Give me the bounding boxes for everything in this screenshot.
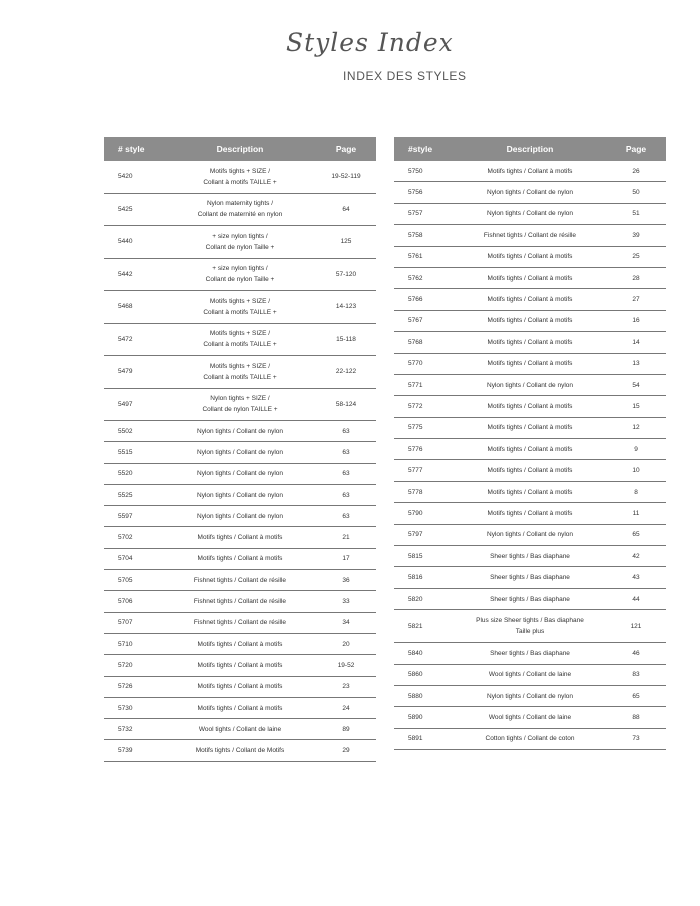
- table-row: [394, 567, 666, 588]
- style-number: 5860: [394, 664, 454, 685]
- table-row: [394, 664, 666, 685]
- description-cell: [454, 546, 606, 567]
- page-number: 36: [316, 570, 376, 591]
- page-number: 121: [606, 610, 666, 643]
- description-cell: [164, 484, 316, 505]
- table-row: [104, 676, 376, 697]
- description-line: Collant à motifs TAILLE +: [203, 178, 277, 186]
- description-cell: [164, 655, 316, 676]
- description-cell: [164, 323, 316, 356]
- table-row: [104, 612, 376, 633]
- style-number: 5442: [104, 258, 164, 291]
- description-line: Motifs tights + SIZE /: [209, 297, 271, 305]
- table-row: [104, 740, 376, 761]
- description-line: Motifs tights / Collant à motifs: [487, 296, 573, 304]
- page-number: 22-122: [316, 356, 376, 389]
- style-number: 5770: [394, 353, 454, 374]
- style-number: 5730: [104, 697, 164, 718]
- style-number: 5472: [104, 323, 164, 356]
- description-cell: [454, 588, 606, 609]
- description-line: Nylon tights / Collant de nylon: [197, 448, 283, 456]
- table-row: [394, 588, 666, 609]
- style-number: 5820: [394, 588, 454, 609]
- style-number: 5726: [104, 676, 164, 697]
- page-number: 57-120: [316, 258, 376, 291]
- page-number: 9: [606, 439, 666, 460]
- style-number: 5732: [104, 719, 164, 740]
- page-number: 46: [606, 643, 666, 664]
- table-row: [394, 332, 666, 353]
- description-line: Motifs tights + SIZE /: [209, 330, 271, 338]
- description-line: Motifs tights / Collant à motifs: [487, 509, 573, 517]
- table-row: [394, 182, 666, 203]
- page-number: 8: [606, 481, 666, 502]
- table-row: [104, 655, 376, 676]
- table-row: [394, 310, 666, 331]
- table-body: [104, 161, 376, 761]
- table-row: [394, 503, 666, 524]
- page-number: 88: [606, 707, 666, 728]
- table-row: [394, 643, 666, 664]
- description-cell: [164, 421, 316, 442]
- table-row: [394, 460, 666, 481]
- table-row: [394, 267, 666, 288]
- description-line: Motifs tights + SIZE /: [209, 362, 271, 370]
- style-number: 5756: [394, 182, 454, 203]
- description-line: + size nylon tights /: [212, 232, 268, 240]
- description-cell: [164, 226, 316, 259]
- table-row: [394, 417, 666, 438]
- page-number: 29: [316, 740, 376, 761]
- style-number: 5766: [394, 289, 454, 310]
- description-line: Fishnet tights / Collant de résille: [193, 598, 287, 606]
- description-line: Motifs tights / Collant à motifs: [487, 253, 573, 261]
- description-cell: [164, 740, 316, 761]
- style-number: 5767: [394, 310, 454, 331]
- table-row: [104, 193, 376, 226]
- description-cell: [454, 728, 606, 749]
- style-number: 5776: [394, 439, 454, 460]
- description-line: Nylon tights / Collant de nylon: [197, 512, 283, 520]
- description-cell: [164, 161, 316, 193]
- page-number: 34: [316, 612, 376, 633]
- description-line: Sheer tights / Bas diaphane: [490, 552, 570, 560]
- style-number: 5710: [104, 633, 164, 654]
- style-number: 5775: [394, 417, 454, 438]
- description-line: Motifs tights / Collant de Motifs: [195, 747, 285, 755]
- page-number: 14-123: [316, 291, 376, 324]
- style-number: 5515: [104, 442, 164, 463]
- table-header: [104, 137, 376, 161]
- page-number: 13: [606, 353, 666, 374]
- description-line: Motifs tights + SIZE /: [209, 167, 271, 175]
- table-row: [394, 481, 666, 502]
- description-cell: [164, 506, 316, 527]
- description-cell: [454, 246, 606, 267]
- style-number: 5758: [394, 225, 454, 246]
- table-row: [104, 591, 376, 612]
- description-cell: [164, 697, 316, 718]
- page-number: 63: [316, 442, 376, 463]
- description-line: Sheer tights / Bas diaphane: [490, 595, 570, 603]
- page-number: 63: [316, 506, 376, 527]
- description-line: Taille plus: [515, 628, 545, 636]
- description-line: Motifs tights / Collant à motifs: [197, 555, 283, 563]
- style-number: 5880: [394, 685, 454, 706]
- description-line: Motifs tights / Collant à motifs: [487, 467, 573, 475]
- table-row: [394, 396, 666, 417]
- description-line: Motifs tights / Collant à motifs: [197, 661, 283, 669]
- table-row: [104, 161, 376, 193]
- table-header: [394, 137, 666, 161]
- description-line: Collant à motifs TAILLE +: [203, 373, 277, 381]
- page-number: 63: [316, 421, 376, 442]
- description-line: Nylon tights / Collant de nylon: [197, 491, 283, 499]
- description-cell: [454, 481, 606, 502]
- description-cell: [164, 591, 316, 612]
- style-number: 5891: [394, 728, 454, 749]
- style-number: 5704: [104, 548, 164, 569]
- style-number: 5750: [394, 161, 454, 182]
- table-row: [104, 570, 376, 591]
- column-header-style: #style: [394, 137, 454, 161]
- page-number: 42: [606, 546, 666, 567]
- description-line: Motifs tights / Collant à motifs: [487, 360, 573, 368]
- table-row: [104, 527, 376, 548]
- description-line: Fishnet tights / Collant de résille: [483, 231, 577, 239]
- table-row: [104, 226, 376, 259]
- description-line: Collant de maternité en nylon: [197, 211, 283, 219]
- page-number: 14: [606, 332, 666, 353]
- table-row: [394, 546, 666, 567]
- table-row: [394, 707, 666, 728]
- description-line: Collant de nylon TAILLE +: [202, 406, 278, 414]
- page-number: 12: [606, 417, 666, 438]
- description-cell: [454, 225, 606, 246]
- description-line: Motifs tights / Collant à motifs: [197, 640, 283, 648]
- description-line: Nylon tights / Collant de nylon: [487, 531, 573, 539]
- style-number: 5420: [104, 161, 164, 193]
- description-line: + size nylon tights /: [212, 265, 268, 273]
- page-number: 50: [606, 182, 666, 203]
- description-cell: [454, 182, 606, 203]
- table-row: [104, 463, 376, 484]
- page-number: 23: [316, 676, 376, 697]
- style-number: 5479: [104, 356, 164, 389]
- style-number: 5816: [394, 567, 454, 588]
- page-number: 63: [316, 463, 376, 484]
- table-row: [104, 323, 376, 356]
- description-line: Motifs tights / Collant à motifs: [487, 338, 573, 346]
- page-number: 65: [606, 685, 666, 706]
- description-cell: [164, 527, 316, 548]
- style-number: 5705: [104, 570, 164, 591]
- table-row: [394, 610, 666, 643]
- description-line: Cotton tights / Collant de coton: [485, 735, 575, 743]
- description-line: Motifs tights / Collant à motifs: [487, 167, 573, 175]
- style-number: 5777: [394, 460, 454, 481]
- table-row: [104, 291, 376, 324]
- style-number: 5502: [104, 421, 164, 442]
- style-number: 5707: [104, 612, 164, 633]
- description-cell: [454, 610, 606, 643]
- column-header-page: Page: [316, 137, 376, 161]
- page-number: 125: [316, 226, 376, 259]
- page-number: 44: [606, 588, 666, 609]
- page-number: 20: [316, 633, 376, 654]
- style-number: 5771: [394, 374, 454, 395]
- table-body: [394, 161, 666, 750]
- description-cell: [454, 707, 606, 728]
- table-row: [104, 719, 376, 740]
- description-line: Motifs tights / Collant à motifs: [487, 445, 573, 453]
- page-number: 54: [606, 374, 666, 395]
- description-line: Fishnet tights / Collant de résille: [193, 576, 287, 584]
- description-cell: [454, 374, 606, 395]
- table-row: [104, 442, 376, 463]
- description-cell: [454, 503, 606, 524]
- style-index-table-right: [394, 137, 666, 750]
- description-cell: [454, 396, 606, 417]
- description-cell: [164, 388, 316, 421]
- description-cell: [454, 685, 606, 706]
- description-line: Motifs tights / Collant à motifs: [197, 704, 283, 712]
- table-row: [394, 353, 666, 374]
- style-number: 5757: [394, 203, 454, 224]
- style-number: 5497: [104, 388, 164, 421]
- style-number: 5597: [104, 506, 164, 527]
- style-number: 5739: [104, 740, 164, 761]
- description-line: Fishnet tights / Collant de résille: [193, 619, 287, 627]
- table-row: [104, 697, 376, 718]
- description-line: Sheer tights / Bas diaphane: [490, 649, 570, 657]
- style-number: 5840: [394, 643, 454, 664]
- description-line: Collant de nylon Taille +: [205, 243, 275, 251]
- description-line: Collant à motifs TAILLE +: [203, 341, 277, 349]
- description-line: Motifs tights / Collant à motifs: [487, 488, 573, 496]
- table-row: [394, 246, 666, 267]
- description-line: Nylon tights / Collant de nylon: [197, 470, 283, 478]
- page-number: 21: [316, 527, 376, 548]
- description-line: Motifs tights / Collant à motifs: [197, 534, 283, 542]
- description-cell: [454, 643, 606, 664]
- table-row: [104, 633, 376, 654]
- style-number: 5762: [394, 267, 454, 288]
- style-number: 5778: [394, 481, 454, 502]
- page-number: 65: [606, 524, 666, 545]
- page-number: 25: [606, 246, 666, 267]
- description-cell: [454, 417, 606, 438]
- column-header-description: Description: [454, 137, 606, 161]
- page-number: 26: [606, 161, 666, 182]
- style-number: 5821: [394, 610, 454, 643]
- description-cell: [164, 356, 316, 389]
- description-line: Sheer tights / Bas diaphane: [490, 574, 570, 582]
- page-number: 15-118: [316, 323, 376, 356]
- description-cell: [454, 289, 606, 310]
- description-cell: [454, 161, 606, 182]
- description-cell: [454, 439, 606, 460]
- description-cell: [454, 353, 606, 374]
- column-header-style: # style: [104, 137, 164, 161]
- style-number: 5768: [394, 332, 454, 353]
- description-line: Wool tights / Collant de laine: [488, 671, 572, 679]
- page-title-script: Styles Index: [286, 28, 454, 57]
- page-number: 19-52: [316, 655, 376, 676]
- description-line: Nylon tights / Collant de nylon: [197, 427, 283, 435]
- table-row: [104, 548, 376, 569]
- description-line: Collant à motifs TAILLE +: [203, 308, 277, 316]
- column-header-page: Page: [606, 137, 666, 161]
- description-cell: [454, 664, 606, 685]
- description-line: Nylon tights / Collant de nylon: [487, 692, 573, 700]
- table-row: [394, 524, 666, 545]
- page-number: 33: [316, 591, 376, 612]
- column-header-description: Description: [164, 137, 316, 161]
- description-cell: [164, 258, 316, 291]
- page-number: 10: [606, 460, 666, 481]
- description-line: Nylon tights / Collant de nylon: [487, 210, 573, 218]
- style-number: 5702: [104, 527, 164, 548]
- page-number: 64: [316, 193, 376, 226]
- style-number: 5440: [104, 226, 164, 259]
- description-line: Collant de nylon Taille +: [205, 276, 275, 284]
- table-row: [394, 374, 666, 395]
- page-number: 11: [606, 503, 666, 524]
- style-number: 5468: [104, 291, 164, 324]
- style-number: 5761: [394, 246, 454, 267]
- table-row: [394, 225, 666, 246]
- page-subtitle: INDEX DES STYLES: [343, 69, 467, 83]
- table-row: [104, 484, 376, 505]
- table-row: [394, 161, 666, 182]
- page-number: 39: [606, 225, 666, 246]
- description-cell: [454, 203, 606, 224]
- description-line: Motifs tights / Collant à motifs: [487, 317, 573, 325]
- description-cell: [164, 612, 316, 633]
- description-cell: [454, 267, 606, 288]
- style-number: 5772: [394, 396, 454, 417]
- table-row: [394, 203, 666, 224]
- table-row: [394, 439, 666, 460]
- page-number: 27: [606, 289, 666, 310]
- description-line: Wool tights / Collant de laine: [198, 725, 282, 733]
- description-cell: [164, 291, 316, 324]
- page-number: 51: [606, 203, 666, 224]
- description-line: Nylon tights + SIZE /: [210, 395, 270, 403]
- page-number: 83: [606, 664, 666, 685]
- page-number: 89: [316, 719, 376, 740]
- page-number: 17: [316, 548, 376, 569]
- page-number: 43: [606, 567, 666, 588]
- description-cell: [164, 548, 316, 569]
- description-line: Plus size Sheer tights / Bas diaphane: [476, 617, 584, 625]
- style-number: 5520: [104, 463, 164, 484]
- table-row: [104, 356, 376, 389]
- description-cell: [454, 567, 606, 588]
- page-number: 63: [316, 484, 376, 505]
- table-row: [394, 728, 666, 749]
- description-line: Motifs tights / Collant à motifs: [487, 402, 573, 410]
- style-number: 5790: [394, 503, 454, 524]
- style-number: 5720: [104, 655, 164, 676]
- description-line: Nylon tights / Collant de nylon: [487, 381, 573, 389]
- description-cell: [454, 310, 606, 331]
- description-line: Motifs tights / Collant à motifs: [487, 424, 573, 432]
- page-number: 73: [606, 728, 666, 749]
- style-number: 5706: [104, 591, 164, 612]
- description-cell: [454, 524, 606, 545]
- description-cell: [164, 676, 316, 697]
- style-number: 5890: [394, 707, 454, 728]
- style-number: 5525: [104, 484, 164, 505]
- page-number: 24: [316, 697, 376, 718]
- description-line: Motifs tights / Collant à motifs: [487, 274, 573, 282]
- description-line: Nylon tights / Collant de nylon: [487, 189, 573, 197]
- description-line: Motifs tights / Collant à motifs: [197, 683, 283, 691]
- description-line: Nylon maternity tights /: [206, 200, 274, 208]
- table-row: [104, 421, 376, 442]
- description-line: Wool tights / Collant de laine: [488, 714, 572, 722]
- table-row: [104, 388, 376, 421]
- table-row: [104, 506, 376, 527]
- description-cell: [454, 332, 606, 353]
- table-row: [104, 258, 376, 291]
- description-cell: [164, 570, 316, 591]
- style-number: 5797: [394, 524, 454, 545]
- description-cell: [164, 442, 316, 463]
- page-number: 15: [606, 396, 666, 417]
- page-number: 19-52-119: [316, 161, 376, 193]
- description-cell: [164, 463, 316, 484]
- page-number: 28: [606, 267, 666, 288]
- page-number: 16: [606, 310, 666, 331]
- page-number: 58-124: [316, 388, 376, 421]
- style-number: 5425: [104, 193, 164, 226]
- description-cell: [164, 719, 316, 740]
- style-number: 5815: [394, 546, 454, 567]
- table-row: [394, 685, 666, 706]
- description-cell: [164, 193, 316, 226]
- description-cell: [164, 633, 316, 654]
- style-index-table-left: [104, 137, 376, 762]
- table-row: [394, 289, 666, 310]
- description-cell: [454, 460, 606, 481]
